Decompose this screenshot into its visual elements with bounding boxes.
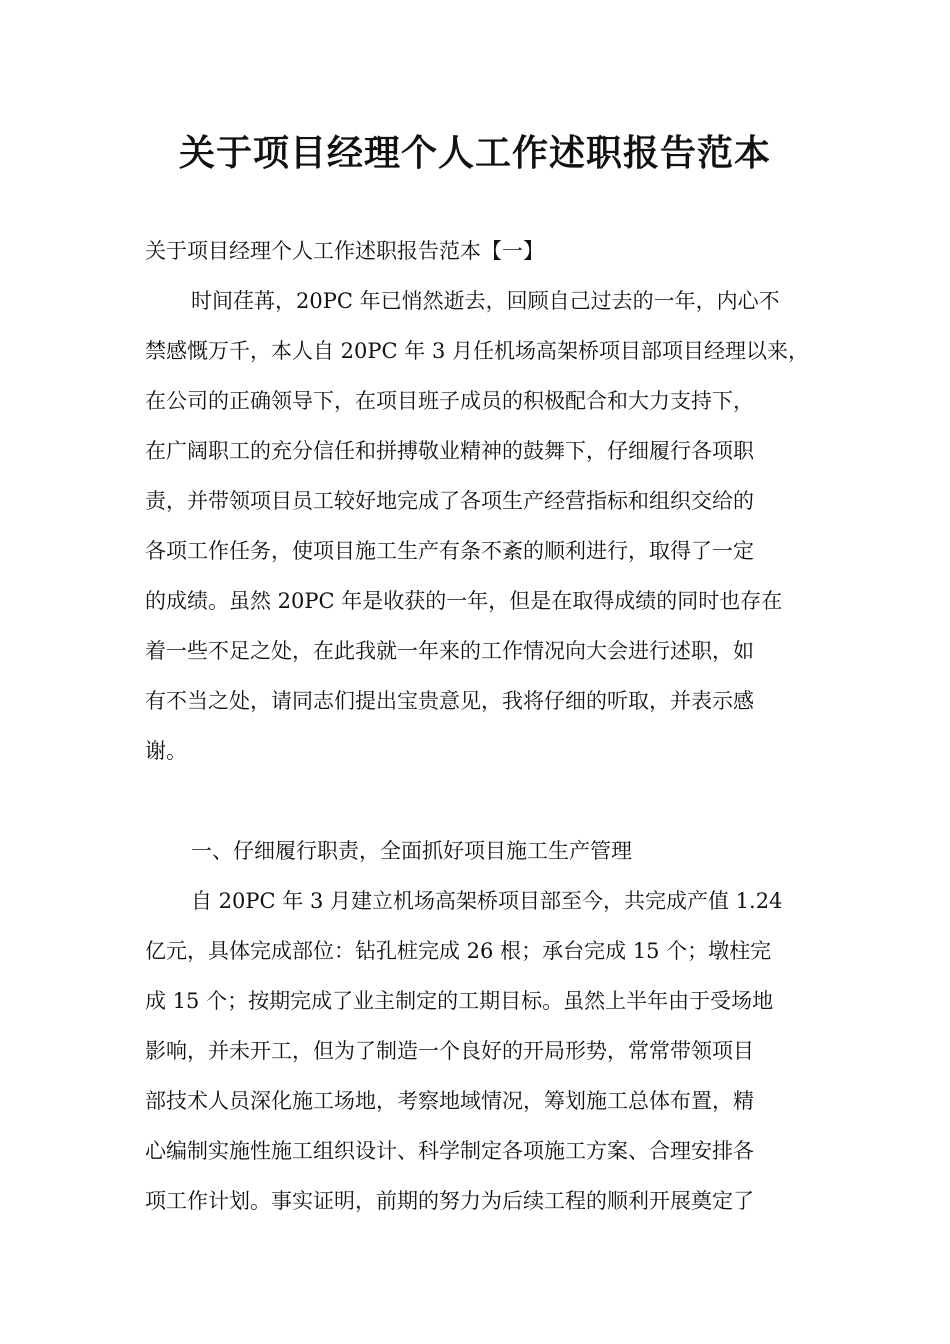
- paragraph-line: 有不当之处，请同志们提出宝贵意见，我将仔细的听取，并表示感: [145, 689, 754, 713]
- paragraph-line: 各项工作任务，使项目施工生产有条不紊的顺利进行，取得了一定: [145, 539, 754, 563]
- paragraph-line: 禁感慨万千，本人自 20PC 年 3 月任机场高架桥项目部项目经理以来，: [145, 339, 809, 363]
- paragraph-line: 亿元，具体完成部位：钻孔桩完成 26 根；承台完成 15 个；墩柱完: [145, 939, 772, 963]
- paragraph-line: 影响，并未开工，但为了制造一个良好的开局形势，常常带领项目: [145, 1039, 754, 1063]
- paragraph-line: 着一些不足之处，在此我就一年来的工作情况向大会进行述职，如: [145, 639, 754, 663]
- paragraph-line: 成 15 个；按期完成了业主制定的工期目标。虽然上半年由于受场地: [145, 989, 774, 1013]
- paragraph-line: 谢。: [145, 739, 187, 763]
- document-title: 关于项目经理个人工作述职报告范本: [178, 133, 771, 174]
- paragraph-spacer: [145, 776, 815, 826]
- paragraph-line: 时间荏苒，20PC 年已悄然逝去，回顾自己过去的一年，内心不: [191, 289, 780, 313]
- document-body: [145, 226, 815, 1226]
- paragraph-line: 的成绩。虽然 20PC 年是收获的一年，但是在取得成绩的同时也存在: [145, 589, 783, 613]
- paragraph-line: 自 20PC 年 3 月建立机场高架桥项目部至今，共完成产值 1.24: [191, 889, 783, 913]
- paragraph-line: 在公司的正确领导下，在项目班子成员的积极配合和大力支持下，: [145, 389, 754, 413]
- paragraph-line: 项工作计划。事实证明，前期的努力为后续工程的顺利开展奠定了: [145, 1189, 754, 1213]
- paragraph-line: 心编制实施性施工组织设计、科学制定各项施工方案、合理安排各: [145, 1139, 754, 1163]
- section-heading: 一、仔细履行职责，全面抓好项目施工生产管理: [191, 839, 632, 863]
- paragraph-line: 在广阔职工的充分信任和拼搏敬业精神的鼓舞下，仔细履行各项职: [145, 439, 754, 463]
- paragraph-line: 责，并带领项目员工较好地完成了各项生产经营指标和组织交给的: [145, 489, 754, 513]
- paragraph-line: 部技术人员深化施工场地，考察地域情况，筹划施工总体布置，精: [145, 1089, 754, 1113]
- section-heading: 关于项目经理个人工作述职报告范本【一】: [145, 239, 544, 263]
